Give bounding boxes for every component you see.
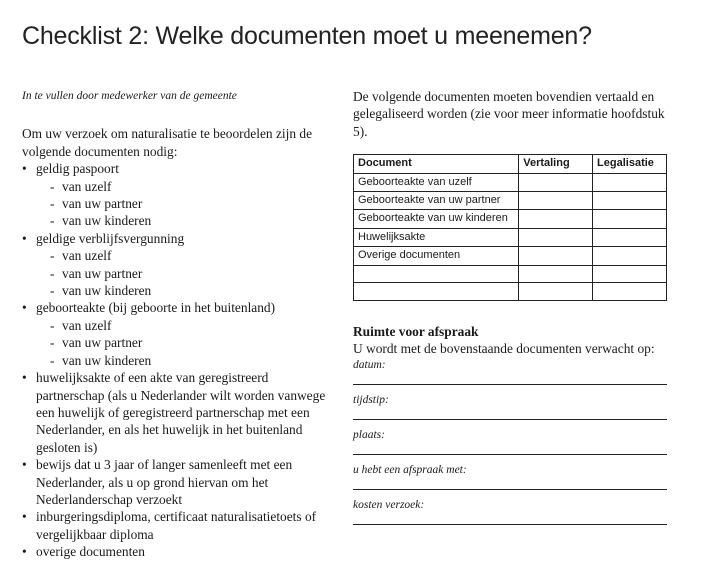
vertaling-checkbox-cell[interactable] — [519, 265, 593, 283]
right-column — [353, 88, 673, 532]
documents-table — [353, 154, 667, 300]
field-label: u hebt een afspraak met: — [353, 464, 467, 477]
sub-list-item: - van uw partner — [36, 265, 327, 282]
vertaling-checkbox-cell[interactable] — [519, 247, 593, 265]
legalisatie-checkbox-cell[interactable] — [593, 283, 667, 301]
table-row — [354, 247, 667, 265]
field-label: plaats: — [353, 429, 385, 442]
sub-list — [36, 178, 327, 230]
header-vertaling: Vertaling — [519, 155, 593, 173]
list-item — [22, 369, 327, 456]
document-cell — [354, 283, 519, 301]
list-item — [22, 160, 327, 230]
fill-in-line[interactable] — [353, 419, 667, 420]
sub-list-item: - van uw partner — [36, 195, 327, 212]
header-legalisatie: Legalisatie — [593, 155, 667, 173]
page-title: Checklist 2: Welke documenten moet u meenemen? — [22, 22, 592, 50]
sub-list-item: - van uzelf — [36, 317, 327, 334]
appointment-field[interactable] — [353, 497, 673, 532]
document-cell: Geboorteakte van uzelf — [354, 173, 519, 191]
table-row — [354, 192, 667, 210]
legalisatie-checkbox-cell[interactable] — [593, 210, 667, 228]
appointment-fields — [353, 357, 673, 532]
table-header-row — [354, 155, 667, 173]
table-row — [354, 283, 667, 301]
legalisatie-checkbox-cell[interactable] — [593, 192, 667, 210]
field-label: datum: — [353, 359, 386, 372]
sub-list-item: - van uzelf — [36, 247, 327, 264]
sub-list — [36, 247, 327, 299]
appointment-title: Ruimte voor afspraak — [353, 323, 479, 339]
sub-list-item: - van uw partner — [36, 334, 327, 351]
fill-in-line[interactable] — [353, 384, 667, 385]
vertaling-checkbox-cell[interactable] — [519, 210, 593, 228]
left-column — [22, 88, 327, 561]
list-item-text: overige documenten — [36, 544, 145, 560]
appointment-field[interactable] — [353, 357, 673, 392]
table-row — [354, 173, 667, 191]
fill-in-line[interactable] — [353, 524, 667, 525]
table-row — [354, 228, 667, 246]
appointment-field[interactable] — [353, 392, 673, 427]
translation-intro: De volgende documenten moeten bovendien vertaald en gelegaliseerd worden (zie voor meer informatie hoofdstuk 5). — [353, 89, 665, 139]
table-row — [354, 210, 667, 228]
list-item-text: inburgeringsdiploma, certificaat naturalisatietoets of vergelijkbaar diploma — [36, 509, 317, 542]
fill-in-line[interactable] — [353, 489, 667, 490]
list-item — [22, 456, 327, 508]
header-document: Document — [354, 155, 519, 173]
table-row — [354, 265, 667, 283]
sub-list-item: - van uzelf — [36, 178, 327, 195]
intro-text: Om uw verzoek om naturalisatie te beoordelen zijn de volgende documenten nodig: — [22, 126, 313, 159]
document-cell: Overige documenten — [354, 247, 519, 265]
sub-list-item: - van uw kinderen — [36, 352, 327, 369]
staff-note: In te vullen door medewerker van de gemeente — [22, 90, 237, 102]
legalisatie-checkbox-cell[interactable] — [593, 247, 667, 265]
list-item — [22, 230, 327, 300]
sub-list — [36, 317, 327, 369]
field-label: tijdstip: — [353, 394, 389, 407]
list-item — [22, 508, 327, 543]
vertaling-checkbox-cell[interactable] — [519, 192, 593, 210]
vertaling-checkbox-cell[interactable] — [519, 228, 593, 246]
document-cell — [354, 265, 519, 283]
document-cell: Geboorteakte van uw partner — [354, 192, 519, 210]
list-item — [22, 299, 327, 369]
vertaling-checkbox-cell[interactable] — [519, 283, 593, 301]
required-documents-list — [22, 160, 327, 560]
field-label: kosten verzoek: — [353, 499, 425, 512]
legalisatie-checkbox-cell[interactable] — [593, 265, 667, 283]
list-item-text: geldig paspoort — [36, 161, 119, 177]
list-item-text: huwelijksakte of een akte van geregistreerd partnerschap (als u Nederlander wilt worden vanwege een huwelijk of geregistreerd partnerschap met een Nederlander, en als het huwelijk in het buitenland gesloten is) — [36, 370, 326, 455]
list-item-text: bewijs dat u 3 jaar of langer samenleeft met een Nederlander, als u op grond hiervan om het Nederlanderschap verzoekt — [36, 457, 293, 507]
document-cell: Huwelijksakte — [354, 228, 519, 246]
legalisatie-checkbox-cell[interactable] — [593, 228, 667, 246]
list-item-text: geboorteakte (bij geboorte in het buitenland) — [36, 300, 276, 316]
legalisatie-checkbox-cell[interactable] — [593, 173, 667, 191]
appointment-subtitle: U wordt met de bovenstaande documenten verwacht op: — [353, 341, 655, 357]
appointment-field[interactable] — [353, 462, 673, 497]
vertaling-checkbox-cell[interactable] — [519, 173, 593, 191]
list-item-text: geldige verblijfsvergunning — [36, 230, 185, 246]
appointment-field[interactable] — [353, 427, 673, 462]
document-cell: Geboorteakte van uw kinderen — [354, 210, 519, 228]
fill-in-line[interactable] — [353, 454, 667, 455]
sub-list-item: - van uw kinderen — [36, 212, 327, 229]
sub-list-item: - van uw kinderen — [36, 282, 327, 299]
list-item — [22, 543, 327, 560]
